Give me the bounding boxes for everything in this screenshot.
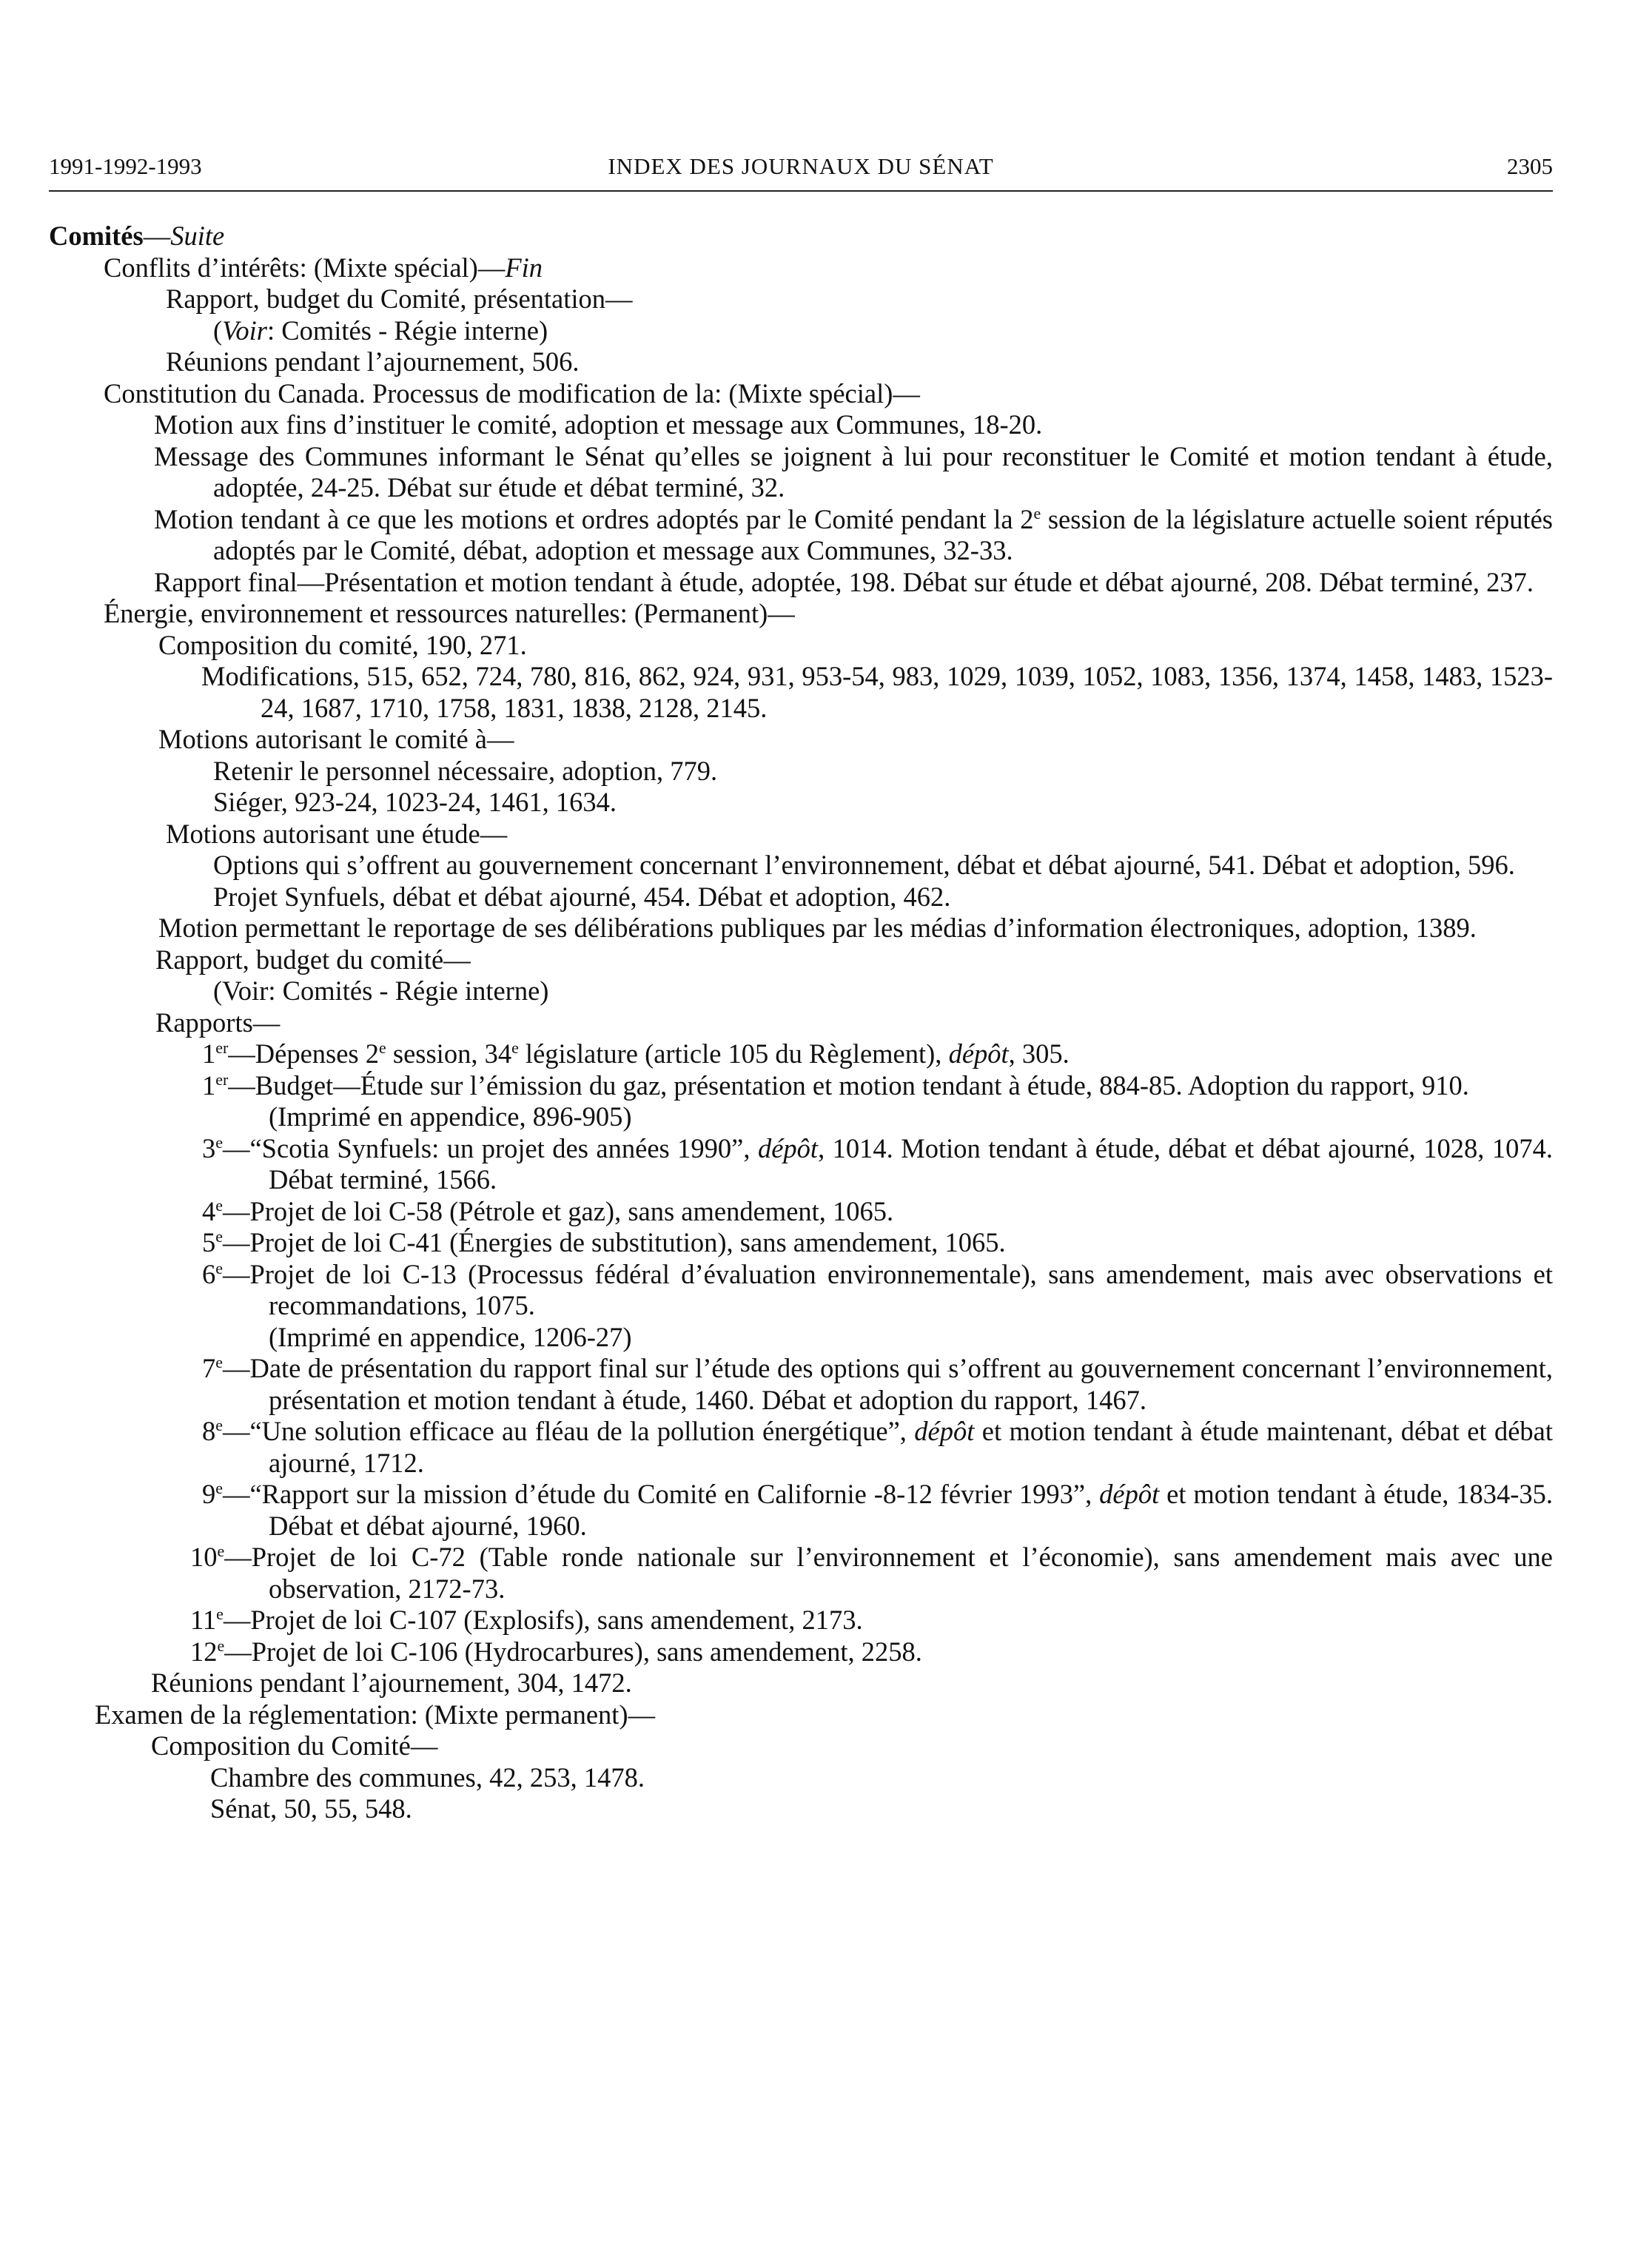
entry-text: , 305. xyxy=(1008,1038,1070,1069)
entry-text: Conflits d’intérêts: (Mixte spécial)— xyxy=(104,252,506,283)
index-subentry xyxy=(49,630,1553,662)
entry-sup: er xyxy=(215,1038,229,1057)
report-entry-9 xyxy=(49,1479,1553,1542)
entry-text: Constitution du Canada. Processus de modification de la: (Mixte spécial)— xyxy=(104,377,920,409)
entry-text: —Dépenses 2 xyxy=(228,1038,380,1069)
entry-text: Rapports— xyxy=(155,1007,281,1038)
index-subentry xyxy=(49,819,1553,850)
entry-text: —Projet de loi C-106 (Hydrocarbures), sans amendement, 2258. xyxy=(224,1636,922,1667)
entry-text: —Projet de loi C-72 (Table ronde nationale sur l’environnement et l’économie), sans amendement mais avec une observation, 2172-73. xyxy=(224,1542,1553,1604)
report-number: 4 xyxy=(202,1195,216,1226)
entry-voir: Voir xyxy=(222,315,268,346)
entry-sup: e xyxy=(217,1636,225,1655)
index-subentry xyxy=(49,661,1553,724)
entry-sup: er xyxy=(215,1069,229,1089)
entry-sup: e xyxy=(379,1038,386,1057)
running-header xyxy=(49,148,1553,185)
entry-text: —Projet de loi C-107 (Explosifs), sans amendement, 2173. xyxy=(223,1605,863,1635)
index-subentry-rapports xyxy=(49,1007,1553,1039)
index-subentry xyxy=(49,944,1553,976)
index-subentry xyxy=(49,975,1553,1007)
entry-sup: e xyxy=(217,1541,225,1560)
entry-text: Réunions pendant l’ajournement, 304, 1472. xyxy=(151,1667,632,1698)
index-entry-examen xyxy=(49,1699,1553,1731)
entry-text: Rapport, budget du Comité, présentation— xyxy=(166,283,633,314)
index-subentry xyxy=(49,1730,1553,1762)
report-note xyxy=(49,1101,1553,1133)
entry-text: Composition du Comité— xyxy=(151,1730,438,1761)
entry-text: Motions autorisant une étude— xyxy=(166,818,508,849)
index-entry-constitution xyxy=(49,378,1553,410)
index-subentry xyxy=(49,409,1553,441)
report-number: 1 xyxy=(202,1069,216,1101)
index-subentry xyxy=(49,567,1553,599)
entry-text: Modifications, 515, 652, 724, 780, 816, 862, 924, 931, 953-54, 983, 1029, 1039, 1052, 1083, 1356, 1374, 1458, 1483, 1523-24, 1687, 1710, 1758, 1831, 1838, 2128, 2145. xyxy=(201,661,1553,723)
index-entry-energie xyxy=(49,598,1553,630)
index-subentry xyxy=(49,346,1553,378)
report-entry-12 xyxy=(49,1636,1553,1668)
report-number: 1 xyxy=(202,1038,216,1069)
index-subentry xyxy=(49,756,1553,787)
report-entry-10 xyxy=(49,1542,1553,1605)
report-number: 12 xyxy=(190,1636,218,1667)
entry-depot: dépôt xyxy=(948,1038,1009,1069)
report-entry-6 xyxy=(49,1259,1553,1322)
entry-text: législature (article 105 du Règlement), xyxy=(518,1038,949,1069)
report-note xyxy=(49,1322,1553,1354)
index-entry-conflits xyxy=(49,252,1553,284)
entry-text: Options qui s’offrent au gouvernement concernant l’environnement, débat et débat ajourné, 541. Débat et adoption, 596. xyxy=(213,850,1515,880)
entry-text: (Imprimé en appendice, 896-905) xyxy=(269,1101,632,1132)
entry-text: Examen de la réglementation: (Mixte permanent)— xyxy=(95,1699,656,1730)
entry-text: —“Rapport sur la mission d’étude du Comité en Californie -8-12 février 1993”, xyxy=(222,1479,1100,1509)
index-subentry xyxy=(49,724,1553,756)
report-number: 9 xyxy=(202,1479,216,1509)
entry-text: (Voir: Comités - Régie interne) xyxy=(213,975,549,1006)
report-number: 11 xyxy=(190,1605,217,1635)
report-entry-3 xyxy=(49,1133,1553,1196)
report-number: 10 xyxy=(190,1542,218,1572)
entry-sup: e xyxy=(511,1038,519,1057)
header-years: 1991-1992-1993 xyxy=(49,153,202,179)
entry-text: Siéger, 923-24, 1023-24, 1461, 1634. xyxy=(213,787,617,817)
index-subentry xyxy=(49,504,1553,567)
report-number: 8 xyxy=(202,1416,216,1446)
report-entry-1 xyxy=(49,1038,1553,1070)
entry-text: —“Une solution efficace au fléau de la pollution énergétique”, xyxy=(222,1416,915,1446)
report-entry-8 xyxy=(49,1416,1553,1479)
entry-text: , 1014. Motion tendant à étude, débat et débat ajourné, 1028, 1074. Débat terminé, 1566. xyxy=(269,1132,1553,1195)
entry-text: Rapport, budget du comité— xyxy=(155,944,471,975)
entry-sup: e xyxy=(215,1478,223,1497)
report-entry-4 xyxy=(49,1196,1553,1228)
entry-text: Message des Communes informant le Sénat qu’elles se joignent à lui pour reconstituer le Comité et motion tendant à étude, adoptée, 24-25. Débat sur étude et débat terminé, 32. xyxy=(154,440,1553,503)
index-subentry xyxy=(49,850,1553,881)
entry-text: —Date de présentation du rapport final sur l’étude des options qui s’offrent au gouvernement concernant l’environnement, présentation et motion tendant à étude, 1460. Débat et adoption du rapport, 1467. xyxy=(222,1353,1553,1415)
index-subentry xyxy=(49,283,1553,315)
entry-depot: dépôt xyxy=(757,1132,819,1163)
index-entry-comites xyxy=(49,221,1553,252)
entry-heading: Comités xyxy=(49,221,144,251)
entry-text: Projet Synfuels, débat et débat ajourné, 454. Débat et adoption, 462. xyxy=(213,881,951,912)
index-subentry xyxy=(49,1793,1553,1825)
entry-text: Composition du comité, 190, 271. xyxy=(158,629,527,660)
entry-text: Sénat, 50, 55, 548. xyxy=(210,1793,412,1824)
entry-text: Retenir le personnel nécessaire, adoption, 779. xyxy=(213,755,718,786)
entry-sup: e xyxy=(216,1604,224,1623)
entry-text: Réunions pendant l’ajournement, 506. xyxy=(166,346,580,377)
entry-text: Motions autorisant le comité à— xyxy=(158,724,514,754)
entry-text: —Projet de loi C-13 (Processus fédéral d’évaluation environnementale), sans amendement, mais avec observations et recommandations, 1075. xyxy=(222,1258,1553,1320)
header-title: INDEX DES JOURNAUX DU SÉNAT xyxy=(608,153,994,179)
entry-text: : Comités - Régie interne) xyxy=(267,315,548,346)
index-subentry-voir xyxy=(49,315,1553,347)
entry-sup: e xyxy=(215,1258,223,1277)
entry-text: Motion tendant à ce que les motions et ordres adoptés par le Comité pendant la 2 xyxy=(154,503,1034,534)
entry-text: —Budget—Étude sur l’émission du gaz, présentation et motion tendant à étude, 884-85. Adoption du rapport, 910. xyxy=(228,1069,1469,1101)
index-subentry xyxy=(49,913,1553,944)
entry-sup: e xyxy=(215,1415,223,1434)
entry-text: —“Scotia Synfuels: un projet des années 1990”, xyxy=(222,1132,758,1163)
entry-depot: dépôt xyxy=(914,1416,975,1446)
entry-fin: Fin xyxy=(505,252,543,283)
entry-sup: e xyxy=(215,1352,223,1371)
index-subentry xyxy=(49,441,1553,504)
report-entry-11 xyxy=(49,1605,1553,1636)
entry-text: Énergie, environnement et ressources naturelles: (Permanent)— xyxy=(104,598,795,628)
report-entry-2 xyxy=(49,1070,1553,1102)
entry-depot: dépôt xyxy=(1099,1479,1160,1509)
entry-text: ( xyxy=(213,315,223,346)
entry-text: et motion tendant à étude maintenant, débat et débat ajourné, 1712. xyxy=(269,1416,1553,1478)
entry-text: et motion tendant à étude, 1834-35. Débat et débat ajourné, 1960. xyxy=(269,1479,1554,1541)
entry-text: Motion aux fins d’instituer le comité, adoption et message aux Communes, 18-20. xyxy=(154,409,1043,440)
report-entry-7 xyxy=(49,1353,1553,1416)
report-number: 5 xyxy=(202,1227,216,1257)
entry-suite: Suite xyxy=(170,221,225,251)
header-page-number: 2305 xyxy=(1507,153,1553,179)
report-number: 3 xyxy=(202,1132,216,1163)
entry-text: —Projet de loi C-58 (Pétrole et gaz), sans amendement, 1065. xyxy=(222,1195,894,1226)
entry-text: Chambre des communes, 42, 253, 1478. xyxy=(210,1761,645,1793)
entry-sup: e xyxy=(215,1226,223,1246)
entry-text: (Imprimé en appendice, 1206-27) xyxy=(269,1321,632,1352)
header-rule xyxy=(49,190,1553,192)
entry-sup: e xyxy=(215,1132,223,1152)
report-entry-5 xyxy=(49,1227,1553,1259)
report-number: 7 xyxy=(202,1353,216,1383)
entry-dash: — xyxy=(143,221,171,251)
index-subentry xyxy=(49,1667,1553,1699)
index-subentry xyxy=(49,881,1553,913)
index-subentry xyxy=(49,787,1553,819)
index-subentry xyxy=(49,1762,1553,1794)
entry-text: Rapport final—Présentation et motion tendant à étude, adoptée, 198. Débat sur étude et débat ajourné, 208. Débat terminé, 237. xyxy=(154,566,1534,597)
entry-text: session, 34 xyxy=(386,1038,512,1069)
entry-text: —Projet de loi C-41 (Énergies de substitution), sans amendement, 1065. xyxy=(222,1227,1006,1257)
index-body xyxy=(49,221,1553,1825)
report-number: 6 xyxy=(202,1258,216,1289)
entry-sup: e xyxy=(1033,503,1041,523)
entry-sup: e xyxy=(215,1195,223,1215)
entry-text: Motion permettant le reportage de ses délibérations publiques par les médias d’information électroniques, adoption, 1389. xyxy=(158,913,1477,943)
entry-text: session de la législature actuelle soient réputés adoptés par le Comité, débat, adoption et message aux Communes, 32-33. xyxy=(213,503,1553,565)
